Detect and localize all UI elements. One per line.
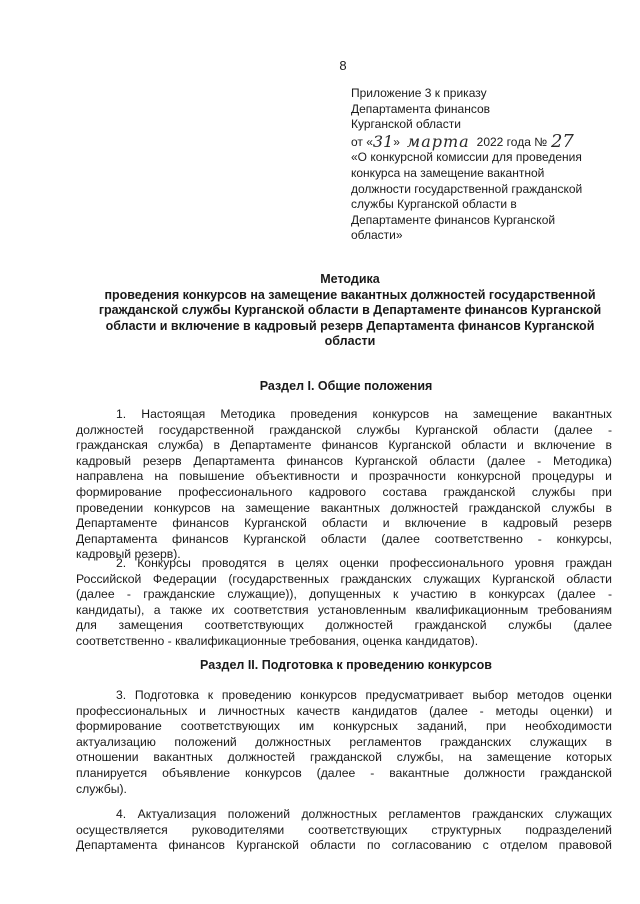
paragraph-line: должностей государственной гражданской службы Курганской области (далее - — [76, 422, 612, 437]
date-year: 2022 года № — [476, 134, 548, 149]
section-2-heading: Раздел II. Подготовка к проведению конкурсов — [200, 658, 492, 672]
handwritten-month: марта — [406, 131, 470, 151]
paragraph-line: отношении вакантных должностей гражданской службы, на замещение которых — [76, 750, 612, 765]
paragraph-line: направлена на повышение объективности и прозрачности конкурсной процедуры и — [76, 469, 612, 484]
appendix-date-line — [351, 130, 613, 152]
handwritten-day: 31 — [372, 131, 394, 151]
title-line: области и включение в кадровый резерв Департамента финансов Курганской — [105, 318, 595, 333]
date-prefix: от « — [351, 134, 373, 149]
paragraph-line: 3. Подготовка к проведению конкурсов предусматривает выбор методов оценки — [116, 688, 612, 702]
paragraph-4 — [76, 807, 612, 854]
paragraph-line: кандидаты), а также их соответствия установленным квалификационным требованиям — [76, 602, 612, 617]
paragraph-1 — [76, 407, 612, 563]
paragraph-3 — [76, 688, 612, 797]
section-1-heading: Раздел I. Общие положения — [259, 379, 433, 393]
paragraph-line: профессиональных и личностных качеств кандидатов (далее - методы оценки) и — [76, 703, 612, 718]
appendix-line: Курганской области — [351, 117, 461, 132]
handwritten-order-number: 27 — [550, 130, 574, 152]
paragraph-line: Департамента финансов Курганской области (далее соответственно - конкурсы, — [76, 531, 612, 546]
paragraph-line: службы). — [76, 781, 127, 796]
page-number: 8 — [339, 58, 347, 73]
title-line: области — [324, 334, 376, 348]
paragraph-line: для замещения соответствующих должностей гражданской службы (далее — [76, 618, 612, 633]
paragraph-line: кадровый резерв). — [76, 547, 181, 562]
appendix-header — [351, 86, 613, 244]
title-line: проведения конкурсов на замещение вакантных должностей государственной — [104, 287, 596, 302]
paragraph-line: Российской Федерации (государственных гражданских служащих Курганской области — [76, 571, 612, 586]
date-mid: » — [393, 134, 400, 149]
appendix-line: Приложение 3 к приказу — [351, 86, 487, 100]
paragraph-line: формирование профессионального кадрового состава гражданской службы при — [76, 484, 612, 499]
appendix-line: Департамента финансов — [351, 101, 491, 116]
paragraph-line: кадровый резерв Департамента финансов Курганской области (далее - Методика) — [76, 453, 612, 468]
appendix-subject-line: должности государственной гражданской — [351, 181, 583, 196]
appendix-subject-line: области» — [351, 228, 403, 243]
appendix-subject-line: конкурса на замещение вакантной — [351, 165, 545, 180]
paragraph-line: 2. Конкурсы проводятся в целях оценки профессионального уровня граждан — [116, 556, 612, 570]
appendix-subject-line: Департаменте финансов Курганской — [351, 212, 556, 227]
paragraph-line: 1. Настоящая Методика проведения конкурсов на замещение вакантных — [116, 407, 612, 421]
paragraph-line: Департаменте финансов Курганской области и включение в кадровый резерв — [76, 516, 612, 531]
paragraph-line: соответственно - квалификационные требования, оценка кандидатов). — [76, 633, 479, 648]
title-line: гражданской службы Курганской области в Департаменте финансов Курганской — [98, 303, 602, 317]
appendix-subject-line: «О конкурсной комиссии для проведения — [351, 150, 582, 165]
paragraph-line: планируется объявление конкурсов (далее - вакантные должности гражданской — [76, 765, 612, 780]
paragraph-line: проведении конкурсов на замещение вакантных должностей гражданской службы в — [76, 500, 612, 515]
paragraph-line: Департамента финансов Курганской области по согласованию с отделом правовой — [76, 838, 612, 853]
paragraph-line: гражданская служба) в Департаменте финансов Курганской области и включение в — [76, 438, 612, 453]
document-title — [80, 272, 620, 350]
paragraph-line: осуществляется руководителями соответствующих структурных подразделений — [76, 822, 612, 837]
appendix-subject-line: службы Курганской области в — [351, 197, 517, 212]
paragraph-line: формирование соответствующих им конкурсных заданий, при необходимости — [76, 719, 612, 734]
paragraph-line: 4. Актуализация положений должностных регламентов гражданских служащих — [116, 807, 612, 821]
title-line: Методика — [320, 272, 380, 286]
paragraph-2 — [76, 556, 612, 650]
paragraph-line: актуализацию положений должностных регламентов гражданских служащих в — [76, 734, 612, 749]
paragraph-line: (далее - гражданские служащие)), допущенных к участию в конкурсах (далее - — [76, 587, 612, 602]
